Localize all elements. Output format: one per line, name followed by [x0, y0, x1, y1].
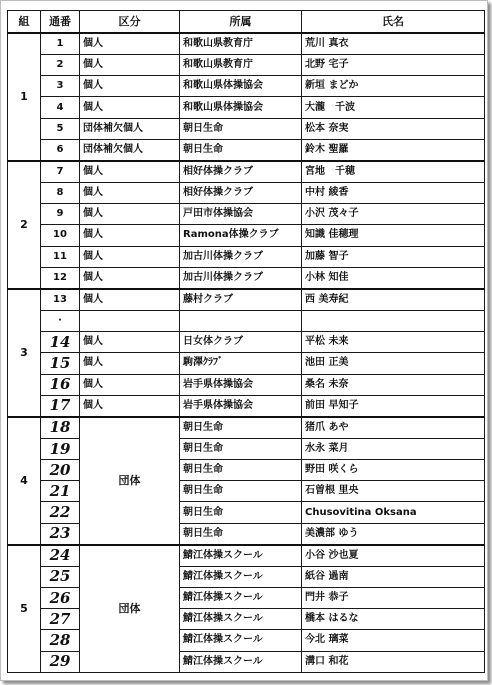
table-row — [8, 588, 485, 609]
division: 団体補欠個人 — [80, 118, 180, 139]
athlete-name: 中村 綾香 — [302, 183, 485, 204]
table-row — [8, 460, 485, 481]
table-row — [8, 139, 485, 161]
affiliation — [180, 311, 302, 332]
serial-number: 16 — [41, 374, 80, 395]
table-row — [8, 118, 485, 139]
division-team: 団体 — [80, 417, 180, 545]
athlete-name: 前田 早知子 — [302, 395, 485, 417]
division: 団体補欠個人 — [80, 139, 180, 161]
athlete-name: 池田 正美 — [302, 353, 485, 374]
athlete-name: 新垣 まどか — [302, 76, 485, 97]
table-row — [8, 651, 485, 672]
affiliation: 朝日生命 — [180, 438, 302, 459]
affiliation: 鯖江体操スクール — [180, 630, 302, 651]
athlete-name: 紙谷 過南 — [302, 566, 485, 587]
affiliation: 朝日生命 — [180, 139, 302, 161]
affiliation: 相好体操クラブ — [180, 183, 302, 204]
table-row — [8, 502, 485, 523]
athlete-name: 猪爪 あや — [302, 417, 485, 439]
table-row — [8, 225, 485, 246]
athlete-name: 宮地 千穂 — [302, 161, 485, 183]
affiliation: 朝日生命 — [180, 481, 302, 502]
header-serial: 通番 — [41, 11, 80, 34]
serial-number: 2 — [41, 55, 80, 76]
serial-number: 13 — [41, 289, 80, 311]
affiliation: 和歌山県体操協会 — [180, 97, 302, 118]
athlete-name: 今北 璃菜 — [302, 630, 485, 651]
affiliation: 加古川体操クラブ — [180, 246, 302, 267]
affiliation: 岩手県体操協会 — [180, 395, 302, 417]
division: 個人 — [80, 204, 180, 225]
affiliation: 朝日生命 — [180, 502, 302, 523]
affiliation: 鯖江体操スクール — [180, 545, 302, 567]
serial-number: 6 — [41, 139, 80, 161]
athlete-name: 鈴木 聖羅 — [302, 139, 485, 161]
affiliation: 相好体操クラブ — [180, 161, 302, 183]
affiliation: 加古川体操クラブ — [180, 267, 302, 289]
athlete-name: 平松 未来 — [302, 332, 485, 353]
table-row — [8, 76, 485, 97]
serial-number: 14 — [41, 332, 80, 353]
affiliation: Ramona体操クラブ — [180, 225, 302, 246]
affiliation: 戸田市体操協会 — [180, 204, 302, 225]
athlete-name: 石曽根 里央 — [302, 481, 485, 502]
table-row — [8, 33, 485, 55]
serial-number: 5 — [41, 118, 80, 139]
division — [80, 311, 180, 332]
affiliation: 和歌山県教育庁 — [180, 33, 302, 55]
serial-number: 12 — [41, 267, 80, 289]
affiliation: 和歌山県教育庁 — [180, 55, 302, 76]
group-label: 5 — [8, 545, 41, 673]
header-name: 氏名 — [302, 11, 485, 34]
table-row — [8, 161, 485, 183]
table-row — [8, 183, 485, 204]
serial-number: 9 — [41, 204, 80, 225]
affiliation: 鯖江体操スクール — [180, 609, 302, 630]
table-row — [8, 267, 485, 289]
table-row — [8, 523, 485, 545]
affiliation: 駒澤ｸﾗﾌﾞ — [180, 353, 302, 374]
serial-number: 27 — [41, 609, 80, 630]
header-row — [8, 11, 485, 34]
athlete-name: 橋本 はるな — [302, 609, 485, 630]
roster-table — [7, 10, 485, 673]
group-label: 4 — [8, 417, 41, 545]
athlete-name: 松本 奈実 — [302, 118, 485, 139]
table-row — [8, 97, 485, 118]
affiliation: 朝日生命 — [180, 118, 302, 139]
header-division: 区分 — [80, 11, 180, 34]
division: 個人 — [80, 395, 180, 417]
table-row — [8, 246, 485, 267]
header-affiliation: 所属 — [180, 11, 302, 34]
athlete-name: 水永 菜月 — [302, 438, 485, 459]
athlete-name: 知識 佳穂理 — [302, 225, 485, 246]
serial-number: 22 — [41, 502, 80, 523]
division: 個人 — [80, 97, 180, 118]
division: 個人 — [80, 225, 180, 246]
athlete-name: 荒川 真衣 — [302, 33, 485, 55]
roster-body — [8, 33, 485, 673]
table-row — [8, 55, 485, 76]
table-row — [8, 204, 485, 225]
table-row — [8, 353, 485, 374]
serial-number: 15 — [41, 353, 80, 374]
serial-number: 19 — [41, 438, 80, 459]
serial-number: · — [41, 311, 80, 332]
table-row — [8, 630, 485, 651]
group-label: 3 — [8, 289, 41, 417]
affiliation: 鯖江体操スクール — [180, 566, 302, 587]
serial-number: 21 — [41, 481, 80, 502]
affiliation: 日女体クラブ — [180, 332, 302, 353]
division: 個人 — [80, 183, 180, 204]
serial-number: 20 — [41, 460, 80, 481]
serial-number: 23 — [41, 523, 80, 545]
serial-number: 7 — [41, 161, 80, 183]
affiliation: 鯖江体操スクール — [180, 588, 302, 609]
table-row — [8, 417, 485, 439]
division: 個人 — [80, 267, 180, 289]
serial-number: 17 — [41, 395, 80, 417]
serial-number: 10 — [41, 225, 80, 246]
serial-number: 4 — [41, 97, 80, 118]
table-row — [8, 311, 485, 332]
affiliation: 朝日生命 — [180, 417, 302, 439]
affiliation: 藤村クラブ — [180, 289, 302, 311]
athlete-name: 野田 咲くら — [302, 460, 485, 481]
athlete-name — [302, 311, 485, 332]
group-label: 1 — [8, 33, 41, 161]
athlete-name: Chusovitina Oksana — [302, 502, 485, 523]
serial-number: 28 — [41, 630, 80, 651]
athlete-name: 美濃部 ゆう — [302, 523, 485, 545]
division: 個人 — [80, 161, 180, 183]
serial-number: 29 — [41, 651, 80, 672]
division: 個人 — [80, 33, 180, 55]
division-team: 団体 — [80, 545, 180, 673]
athlete-name: 加藤 智子 — [302, 246, 485, 267]
division: 個人 — [80, 332, 180, 353]
affiliation: 朝日生命 — [180, 460, 302, 481]
serial-number: 11 — [41, 246, 80, 267]
athlete-name: 小林 知佳 — [302, 267, 485, 289]
affiliation: 鯖江体操スクール — [180, 651, 302, 672]
serial-number: 18 — [41, 417, 80, 439]
serial-number: 26 — [41, 588, 80, 609]
serial-number: 3 — [41, 76, 80, 97]
athlete-name: 桑名 未奈 — [302, 374, 485, 395]
table-row — [8, 566, 485, 587]
division: 個人 — [80, 289, 180, 311]
table-row — [8, 609, 485, 630]
table-row — [8, 395, 485, 417]
table-row — [8, 438, 485, 459]
affiliation: 和歌山県体操協会 — [180, 76, 302, 97]
serial-number: 8 — [41, 183, 80, 204]
group-label: 2 — [8, 161, 41, 289]
table-row — [8, 374, 485, 395]
division: 個人 — [80, 374, 180, 395]
division: 個人 — [80, 353, 180, 374]
affiliation: 朝日生命 — [180, 523, 302, 545]
table-row — [8, 481, 485, 502]
table-row — [8, 289, 485, 311]
athlete-name: 溝口 和花 — [302, 651, 485, 672]
affiliation: 岩手県体操協会 — [180, 374, 302, 395]
header-group: 組 — [8, 11, 41, 34]
division: 個人 — [80, 76, 180, 97]
athlete-name: 西 美寿紀 — [302, 289, 485, 311]
athlete-name: 北野 宅子 — [302, 55, 485, 76]
serial-number: 25 — [41, 566, 80, 587]
table-row — [8, 545, 485, 567]
athlete-name: 小沢 茂々子 — [302, 204, 485, 225]
division: 個人 — [80, 55, 180, 76]
athlete-name: 門井 恭子 — [302, 588, 485, 609]
serial-number: 1 — [41, 33, 80, 55]
table-row — [8, 332, 485, 353]
serial-number: 24 — [41, 545, 80, 567]
athlete-name: 小谷 沙也夏 — [302, 545, 485, 567]
division: 個人 — [80, 246, 180, 267]
athlete-name: 大瀧 千波 — [302, 97, 485, 118]
